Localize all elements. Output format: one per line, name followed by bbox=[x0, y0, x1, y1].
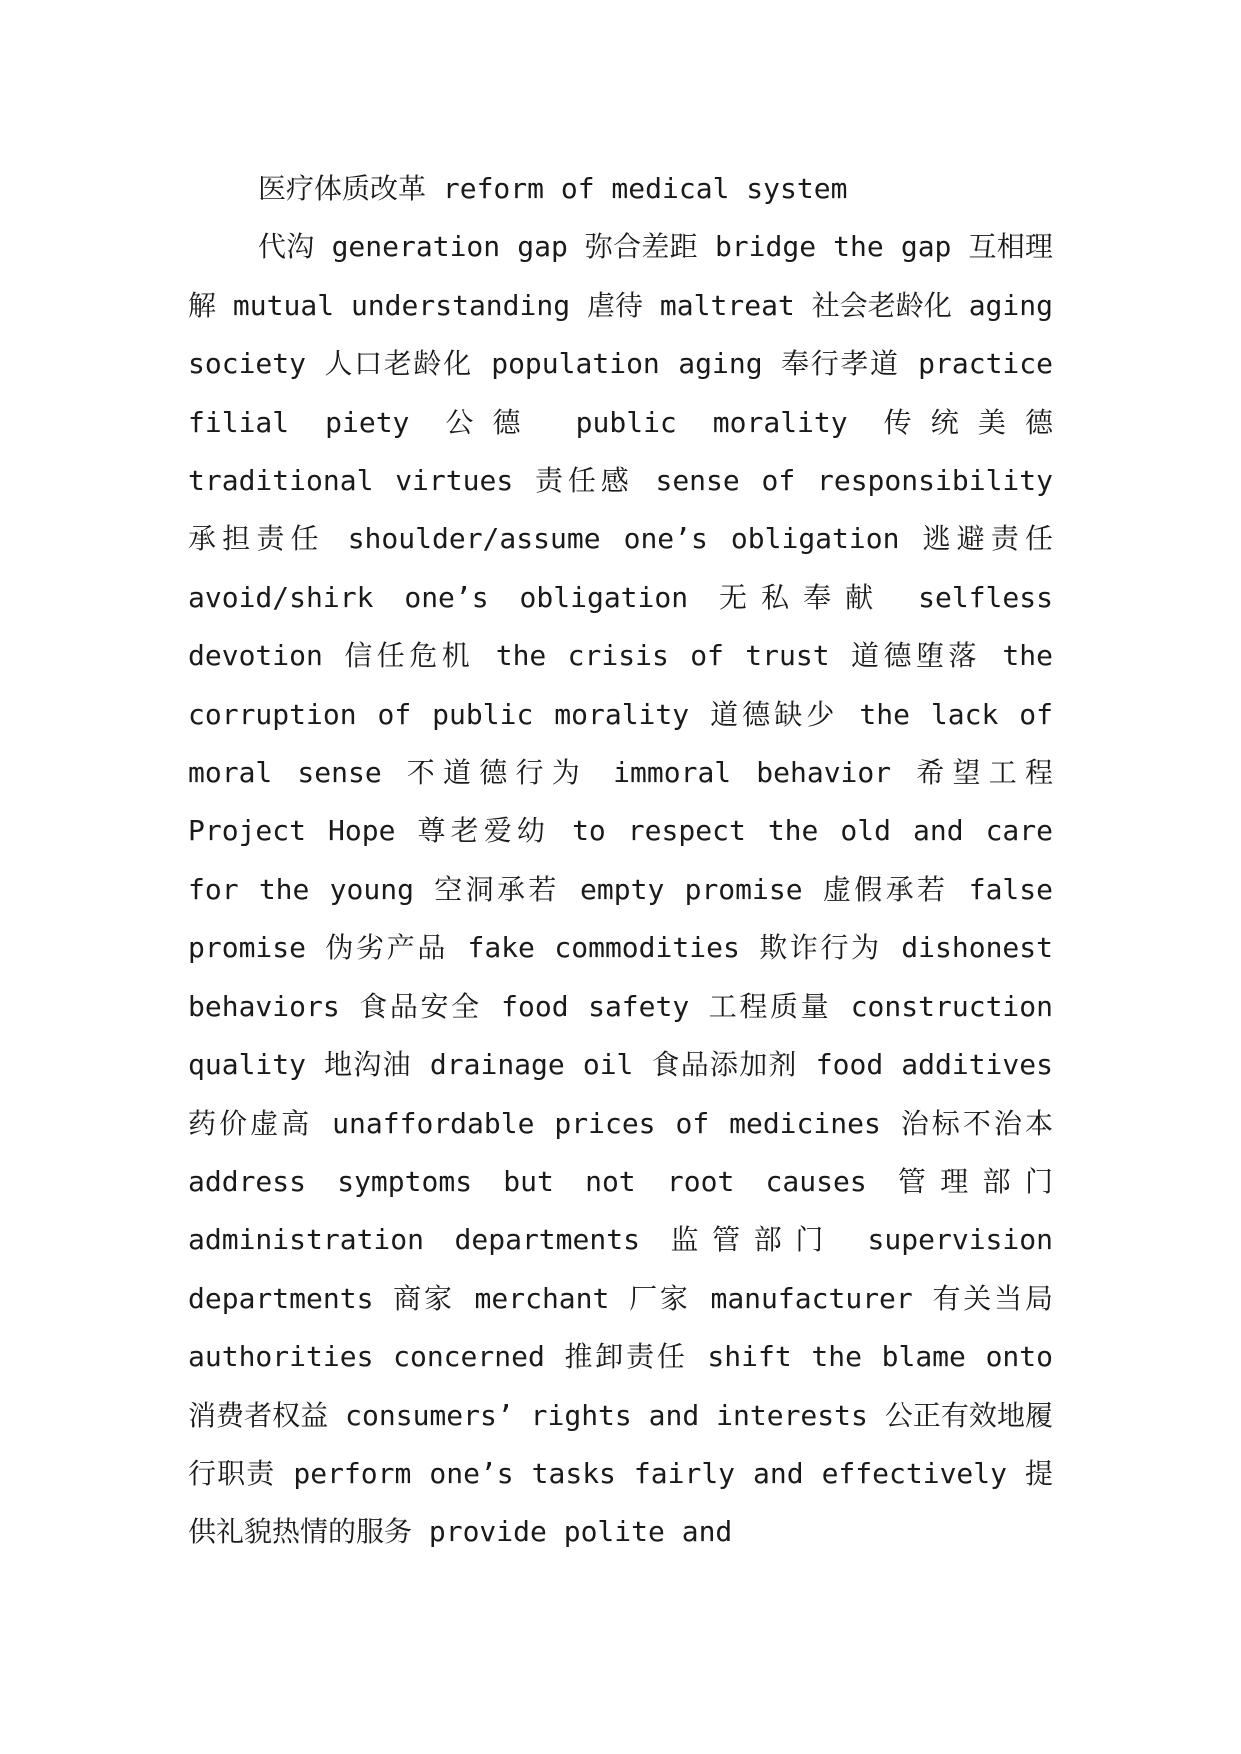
paragraph-vocabulary-list: 代沟 generation gap 弥合差距 bridge the gap 互相理解 mutual understanding 虐待 maltreat 社会老龄化 aging society 人口老龄化 population aging 奉行孝道 practice filial piety 公德 public morality 传统美德 traditional virtues 责任感 sense of responsibility 承担责任 shoulder/assume one’s obligation 逃避责任 avoid/shirk one’s obligation 无私奉献 selfless devotion 信任危机 the crisis of trust 道德堕落 the corruption of public morality 道德缺少 the lack of moral sense 不道德行为 immoral behavior 希望工程 Project Hope 尊老爱幼 to respect the old and care for the young 空洞承若 empty promise 虚假承若 false promise 伪劣产品 fake commodities 欺诈行为 dishonest behaviors 食品安全 food safety 工程质量 construction quality 地沟油 drainage oil 食品添加剂 food additives 药价虚高 unaffordable prices of medicines 治标不治本 address symptoms but not root causes 管理部门 administration departments 监管部门 supervision departments 商家 merchant 厂家 manufacturer 有关当局 authorities concerned 推卸责任 shift the blame onto 消费者权益 consumers’ rights and interests 公正有效地履行职责 perform one’s tasks fairly and effectively 提供礼貌热情的服务 provide polite and bbox=[188, 230, 1053, 1549]
document-body bbox=[188, 160, 1053, 1562]
paragraph-medical-reform: 医疗体质改革 reform of medical system bbox=[258, 172, 848, 205]
